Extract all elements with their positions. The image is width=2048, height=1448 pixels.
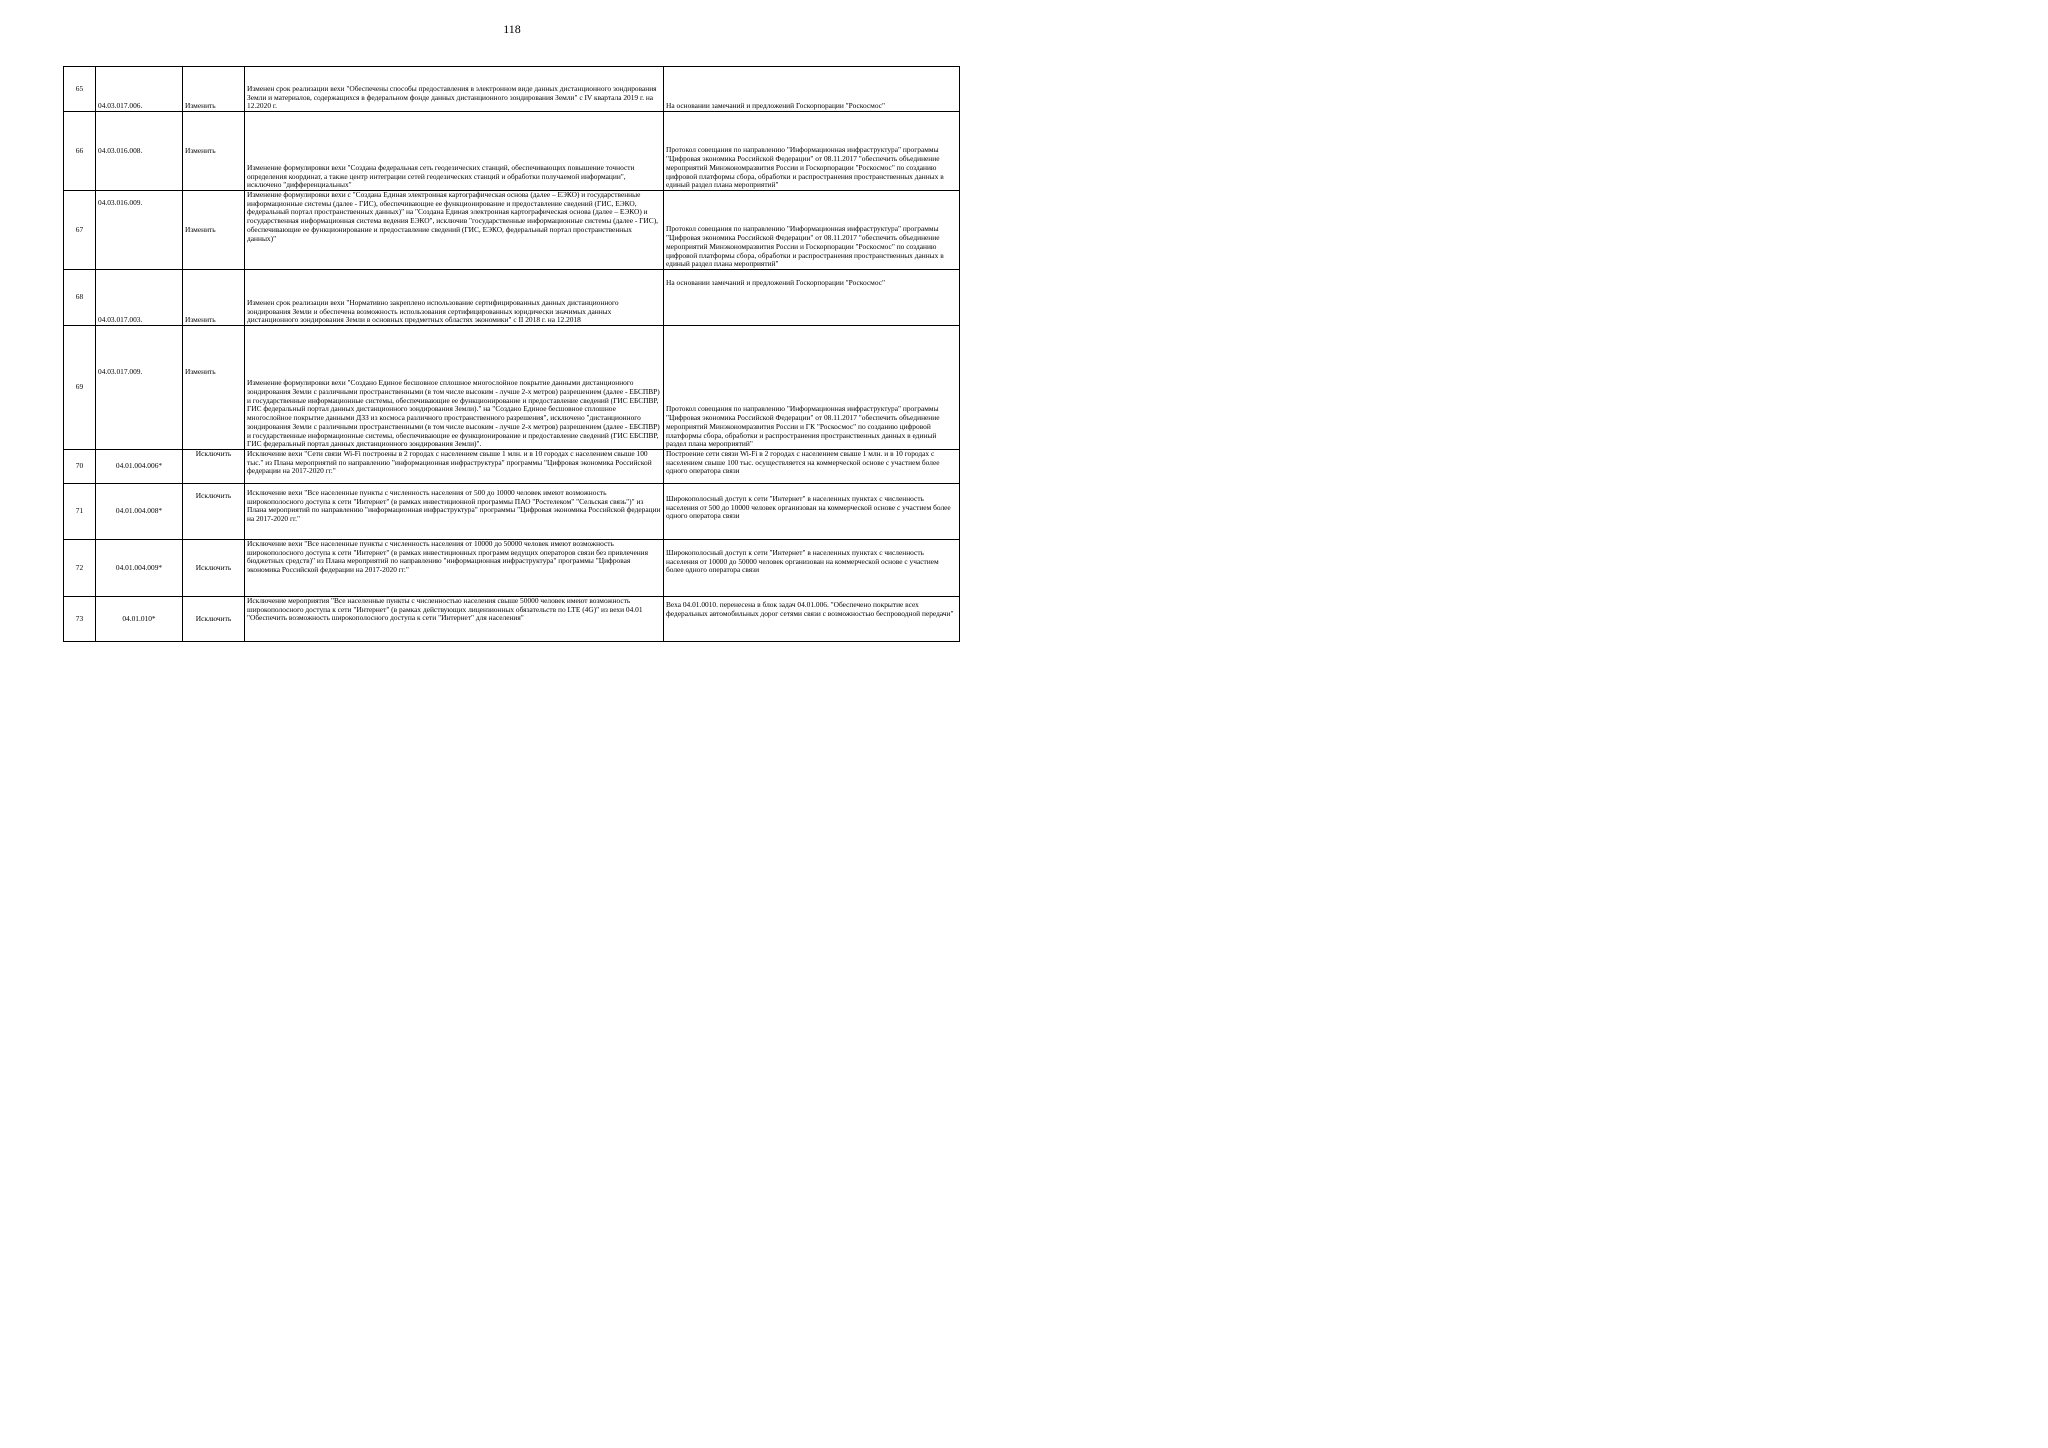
page-number: 118 bbox=[503, 22, 521, 36]
row-number: 71 bbox=[64, 484, 96, 540]
milestone-code: 04.03.017.003. bbox=[96, 270, 183, 326]
action-cell: Изменить bbox=[183, 270, 245, 326]
change-reason: Веха 04.01.0010. перенесена в блок задач 04.01.006. "Обеспечено покрытие всех федеральных автомобильных дорог сетями связи с возможностью беспроводной передачи" bbox=[664, 597, 960, 642]
change-reason: Протокол совещания по направлению "Информационная инфраструктура" программы "Цифровая экономика Российской Федерации" от 08.11.2017 "обеспечить объединение мероприятий Минэкономразвития России и ГК "Роскосмос" по созданию цифровой платформы сбора, обработки и распространения пространственных данных в единый раздел плана мероприятий" bbox=[664, 326, 960, 450]
change-description: Исключение мероприятия "Все населенные пункты с численностью населения свыше 50000 человек имеют возможность широкополосного доступа к сети "Интернет" (в рамках действующих лицензионных обязательств по LTE (4G)" из вехи 04.01 "Обеспечить возможность широкополосного доступа к сети "Интернет" для населения" bbox=[245, 597, 664, 642]
action-cell: Изменить bbox=[183, 67, 245, 112]
change-reason: Широкополосный доступ к сети "Интернет" в населенных пунктах с численность населения от 500 до 10000 человек организован на коммерческой основе с участием более одного оператора связи bbox=[664, 484, 960, 540]
action-cell: Исключить bbox=[183, 597, 245, 642]
row-number: 70 bbox=[64, 450, 96, 484]
table-row bbox=[64, 597, 960, 642]
table-row bbox=[64, 326, 960, 450]
milestone-code: 04.01.010* bbox=[96, 597, 183, 642]
change-description: Изменение формулировки вехи "Создано Единое бесшовное сплошное многослойное покрытие данными дистанционного зондирования Земли с различными пространственными (в том числе высоким - лучше 2-х метров) разрешением (далее - ЕБСПВР) и государственные информационные системы, обеспечивающие ее функционирование и предоставление сведений (ГИС ЕБСПВР, ГИС федеральный портал данных дистанционного зондирования Земли)." на "Создано Единое бесшовное сплошное многослойное покрытие данными ДЗЗ из космоса различного пространственного разрешения", исключено "дистанционного зондирования Земли с различными пространственными (в том числе высоким - лучше 2-х метров) разрешением (далее - ЕБСПВР) и государственные информационные системы, обеспечивающие ее функционирование и предоставление сведений (ГИС ЕБСПВР, ГИС федеральный портал данных дистанционного зондирования Земли)". bbox=[245, 326, 664, 450]
milestone-code: 04.03.016.008. bbox=[96, 112, 183, 191]
row-number: 65 bbox=[64, 67, 96, 112]
table-row bbox=[64, 67, 960, 112]
action-cell: Изменить bbox=[183, 112, 245, 191]
action-cell: Исключить bbox=[183, 450, 245, 484]
change-description: Изменен срок реализации вехи "Обеспечены способы предоставления в электронном виде данных дистанционного зондирования Земли и материалов, содержащихся в федеральном фонде данных дистанционного зондирования Земли" с IV квартала 2019 г. на 12.2020 г. bbox=[245, 67, 664, 112]
change-description: Исключение вехи "Сети связи Wi-Fi построены в 2 городах с населением свыше 1 млн. и в 10 городах с населением свыше 100 тыс." из Плана мероприятий по направлению "информационная инфраструктура" программы "Цифровая экономика Российской федерации на 2017-2020 гг." bbox=[245, 450, 664, 484]
milestone-code: 04.03.017.006. bbox=[96, 67, 183, 112]
row-number: 72 bbox=[64, 540, 96, 597]
row-number: 66 bbox=[64, 112, 96, 191]
change-description: Исключение вехи "Все населенные пункты с численность населения от 500 до 10000 человек имеют возможность широкополосного доступа к сети "Интернет" (в рамках инвестиционной программы ПАО "Ростелеком" "Сельская связь")" из Плана мероприятий по направлению "информационная инфраструктура" программы "Цифровая экономика Российской федерации на 2017-2020 гг." bbox=[245, 484, 664, 540]
change-description: Изменение формулировки вехи с "Создана Единая электронная картографическая основа (далее – ЕЭКО) и государственные информационные системы (далее - ГИС), обеспечивающие ее функционирование и предоставление сведений (ГИС, ЕЭКО, федеральный портал пространственных данных)" на "Создана Единая электронная картографическая основа (далее – ЕЭКО) и государственная информационная система ведения ЕЭКО", исключив "государственные информационные системы (далее - ГИС), обеспечивающие ее функционирование и предоставление сведений (ГИС, ЕЭКО, федеральный портал пространственных данных)" bbox=[245, 191, 664, 270]
action-cell: Исключить bbox=[183, 540, 245, 597]
action-cell: Изменить bbox=[183, 191, 245, 270]
table-row bbox=[64, 191, 960, 270]
row-number: 67 bbox=[64, 191, 96, 270]
milestone-code: 04.01.004.006* bbox=[96, 450, 183, 484]
row-number: 73 bbox=[64, 597, 96, 642]
action-cell: Изменить bbox=[183, 326, 245, 450]
table-row bbox=[64, 450, 960, 484]
change-description: Исключение вехи "Все населенные пункты с численность населения от 10000 до 50000 человек имеют возможность широкополосного доступа к сети "Интернет" (в рамках инвестиционных программ ведущих операторов связи без привлечения бюджетных средств)" из Плана мероприятий по направлению "информационная инфраструктура" программы "Цифровая экономика Российской федерации на 2017-2020 гг." bbox=[245, 540, 664, 597]
row-number: 68 bbox=[64, 270, 96, 326]
changes-table bbox=[63, 66, 960, 642]
change-reason: Протокол совещания по направлению "Информационная инфраструктура" программы "Цифровая экономика Российской Федерации" от 08.11.2017 "обеспечить объединение мероприятий Минэкономразвития России и Госкорпорации "Роскосмос" по созданию цифровой платформы сбора, обработки и распространения пространственных данных в единый раздел плана мероприятий" bbox=[664, 191, 960, 270]
table-row bbox=[64, 540, 960, 597]
change-reason: Широкополосный доступ к сети "Интернет" в населенных пунктах с численность населения от 10000 до 50000 человек организован на коммерческой основе с участием более одного оператора связи bbox=[664, 540, 960, 597]
table-row bbox=[64, 112, 960, 191]
change-reason: На основании замечаний и предложений Госкорпорации "Роскосмос" bbox=[664, 270, 960, 326]
change-reason: На основании замечаний и предложений Госкорпорации "Роскосмос" bbox=[664, 67, 960, 112]
milestone-code: 04.03.016.009. bbox=[96, 191, 183, 270]
change-reason: Построение сети связи Wi-Fi в 2 городах с населением свыше 1 млн. и в 10 городах с населением свыше 100 тыс. осуществляется на коммерческой основе с участием более одного оператора связи bbox=[664, 450, 960, 484]
change-reason: Протокол совещания по направлению "Информационная инфраструктура" программы "Цифровая экономика Российской Федерации" от 08.11.2017 "обеспечить объединение мероприятий Минэкономразвития России и Госкорпорации "Роскосмос" по созданию цифровой платформы сбора, обработки и распространения пространственных данных в единый раздел плана мероприятий" bbox=[664, 112, 960, 191]
change-description: Изменение формулировки вехи "Создана федеральная сеть геодезических станций, обеспечивающих повышение точности определения координат, а также центр интеграции сетей геодезических станций и обработки получаемой информации", исключено "дифференциальных" bbox=[245, 112, 664, 191]
milestone-code: 04.01.004.008* bbox=[96, 484, 183, 540]
milestone-code: 04.03.017.009. bbox=[96, 326, 183, 450]
action-cell: Исключить bbox=[183, 484, 245, 540]
milestone-code: 04.01.004.009* bbox=[96, 540, 183, 597]
row-number: 69 bbox=[64, 326, 96, 450]
table-row bbox=[64, 270, 960, 326]
change-description: Изменен срок реализации вехи "Нормативно закреплено использование сертифицированных данных дистанционного зондирования Земли и обеспечена возможность использования сертифицированных юридически значимых данных дистанционного зондирования Земли в основных предметных областях экономики" с II 2018 г. на 12.2018 bbox=[245, 270, 664, 326]
table-row bbox=[64, 484, 960, 540]
